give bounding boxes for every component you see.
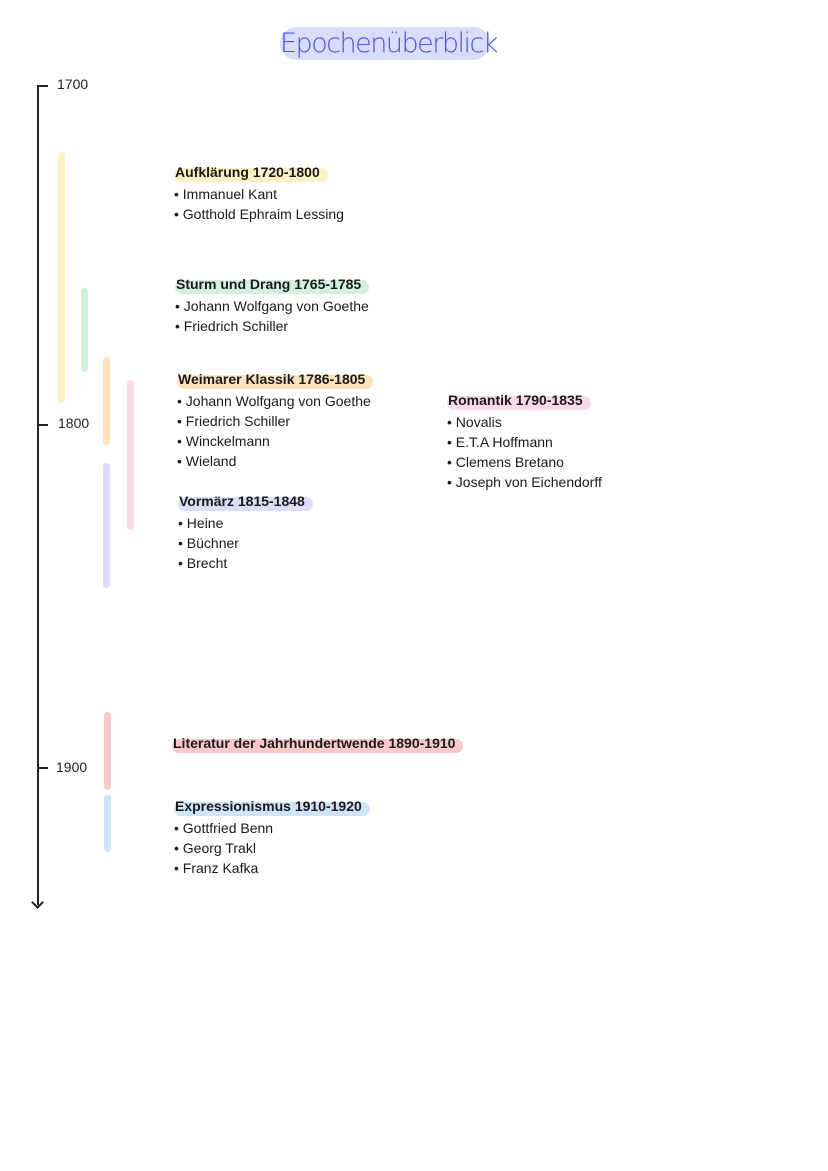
list-item: • Georg Trakl bbox=[174, 838, 370, 858]
list-item: • Novalis bbox=[447, 412, 602, 432]
list-item: • E.T.A Hoffmann bbox=[447, 432, 602, 452]
bar-sturm-und-drang bbox=[81, 288, 88, 372]
list-item: • Clemens Bretano bbox=[447, 452, 602, 472]
list-item: • Friedrich Schiller bbox=[175, 316, 369, 336]
list-item: • Brecht bbox=[178, 553, 313, 573]
epoch-heading: Weimarer Klassik 1786-1805 bbox=[177, 375, 373, 389]
bar-vormaerz bbox=[103, 463, 110, 588]
epoch-weimarer-klassik bbox=[177, 369, 373, 471]
list-item: • Joseph von Eichendorff bbox=[447, 472, 602, 492]
list-item: • Johann Wolfgang von Goethe bbox=[177, 391, 373, 411]
tick-1800 bbox=[37, 424, 48, 426]
list-item: • Immanuel Kant bbox=[174, 184, 344, 204]
tick-1700 bbox=[37, 85, 48, 87]
epoch-jahrhundertwende bbox=[172, 733, 463, 755]
year-label: 1700 bbox=[57, 76, 89, 92]
tick-1900 bbox=[37, 767, 48, 769]
epoch-vormaerz bbox=[178, 491, 313, 573]
page-title: Epochenüberblick bbox=[280, 28, 497, 59]
epoch-heading: Romantik 1790-1835 bbox=[447, 396, 591, 410]
list-item: • Büchner bbox=[178, 533, 313, 553]
timeline-axis bbox=[37, 85, 39, 905]
bar-aufklaerung bbox=[58, 152, 65, 403]
bar-romantik bbox=[127, 380, 134, 530]
list-item: • Heine bbox=[178, 513, 313, 533]
bar-weimarer-klassik bbox=[103, 357, 110, 445]
list-item: • Gotthold Ephraim Lessing bbox=[174, 204, 344, 224]
epoch-sturm-und-drang bbox=[175, 274, 369, 336]
list-item: • Gottfried Benn bbox=[174, 818, 370, 838]
epoch-aufklaerung bbox=[174, 162, 344, 224]
epoch-romantik bbox=[447, 390, 602, 492]
epoch-expressionismus bbox=[174, 796, 370, 878]
epoch-heading: Literatur der Jahrhundertwende 1890-1910 bbox=[172, 739, 463, 753]
list-item: • Wieland bbox=[177, 451, 373, 471]
epoch-heading: Vormärz 1815-1848 bbox=[178, 497, 313, 511]
epoch-heading: Expressionismus 1910-1920 bbox=[174, 802, 370, 816]
epoch-heading: Aufklärung 1720-1800 bbox=[174, 168, 328, 182]
list-item: • Franz Kafka bbox=[174, 858, 370, 878]
arrow-down-icon bbox=[31, 896, 44, 909]
list-item: • Friedrich Schiller bbox=[177, 411, 373, 431]
bar-expressionismus bbox=[104, 795, 111, 852]
epoch-heading: Sturm und Drang 1765-1785 bbox=[175, 280, 369, 294]
list-item: • Johann Wolfgang von Goethe bbox=[175, 296, 369, 316]
year-label: 1900 bbox=[56, 759, 88, 775]
list-item: • Winckelmann bbox=[177, 431, 373, 451]
year-label: 1800 bbox=[58, 415, 90, 431]
bar-jahrhundertwende bbox=[104, 712, 111, 790]
